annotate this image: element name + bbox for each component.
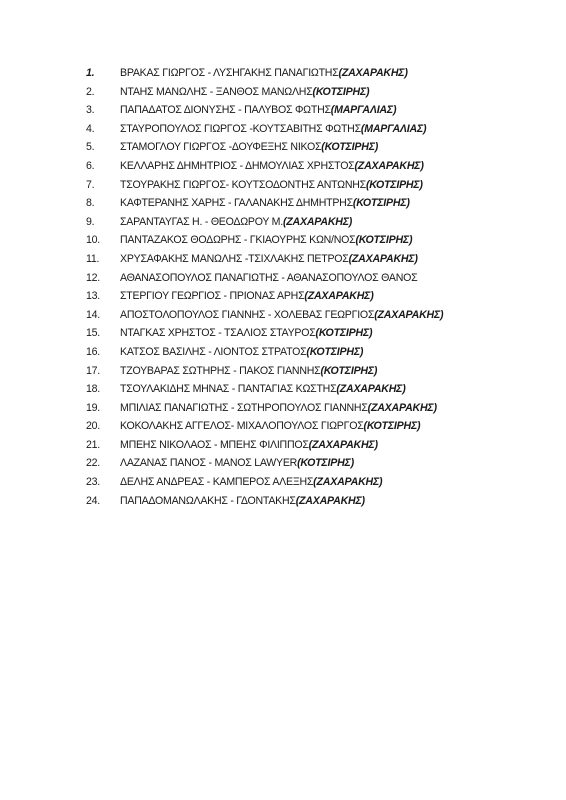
candidate-label: (ΚΟΤΣΙΡΗΣ) [365,178,423,191]
list-item [86,123,443,142]
item-number: 5. [86,141,95,154]
pair-names: ΒΡΑΚΑΣ ΓΙΩΡΓΟΣ - ΛΥΣΗΓΑΚΗΣ ΠΑΝΑΓΙΩΤΗΣ [120,67,339,79]
list-item [86,420,443,439]
pair-names: ΔΕΛΗΣ ΑΝΔΡΕΑΣ - ΚΑΜΠΕΡΟΣ ΑΛΕΞΗΣ [120,476,314,489]
pair-names: ΜΠΙΛΙΑΣ ΠΑΝΑΓΙΩΤΗΣ - ΣΩΤΗΡΟΠΟΥΛΟΣ ΓΙΑΝΝΗΣ [120,401,368,414]
item-number: 7. [86,178,95,191]
item-number: 15. [86,327,100,340]
list-item [86,104,443,123]
candidate-label: (ΖΑΧΑΡΑΚΗΣ) [338,67,408,79]
candidate-label: (ΚΟΤΣΙΡΗΣ) [363,420,421,433]
pairs-list [86,67,443,513]
pair-names: ΑΘΑΝΑΣΟΠΟΥΛΟΣ ΠΑΝΑΓΙΩΤΗΣ - ΑΘΑΝΑΣΟΠΟΥΛΟΣ ΘΑΝΟΣ [120,271,418,284]
item-number: 21. [86,438,100,451]
list-item [86,67,443,86]
item-number: 24. [86,494,100,507]
pair-names: ΠΑΝΤΑΖΑΚΟΣ ΘΟΔΩΡΗΣ - ΓΚΙΑΟΥΡΗΣ ΚΩΝ/ΝΟΣ [120,234,356,247]
list-item [86,327,443,346]
candidate-label: (ΖΑΧΑΡΑΚΗΣ) [282,215,353,228]
candidate-label: (ΖΑΧΑΡΑΚΗΣ) [354,159,424,172]
item-number: 20. [86,420,100,433]
pair-names: ΠΑΠΑΔΟΜΑΝΩΛΑΚΗΣ - ΓΔΟΝΤΑΚΗΣ [120,494,296,507]
pair-names: ΣΤΑΜΟΓΛΟΥ ΓΙΩΡΓΟΣ -ΔΟΥΦΕΞΗΣ ΝΙΚΟΣ [120,141,322,154]
pair-names: ΤΖΟΥΒΑΡΑΣ ΣΩΤΗΡΗΣ - ΠΑΚΟΣ ΓΙΑΝΝΗΣ [120,364,321,377]
list-item [86,495,443,514]
list-item [86,179,443,198]
item-number: 10. [86,234,100,247]
candidate-label: (ΖΑΧΑΡΑΚΗΣ) [304,290,374,303]
item-number: 8. [86,197,95,210]
pair-names: ΣΤΕΡΓΙΟΥ ΓΕΩΡΓΙΟΣ - ΠΡΙΟΝΑΣ ΑΡΗΣ [120,290,305,303]
list-item [86,309,443,328]
candidate-label: (ΚΟΤΣΙΡΗΣ) [306,345,364,358]
item-number: 3. [86,104,95,117]
pair-names: ΤΣΟΥΡΑΚΗΣ ΓΙΩΡΓΟΣ- ΚΟΥΤΣΟΔΟΝΤΗΣ ΑΝΤΩΝΗΣ [120,178,366,191]
pair-names: ΠΑΠΑΔΑΤΟΣ ΔΙΟΝΥΣΗΣ - ΠΑΛΥΒΟΣ ΦΩΤΗΣ [120,104,331,117]
pair-names: ΛΑΖΑΝΑΣ ΠΑΝΟΣ - ΜΑΝΟΣ LAWYER [120,457,298,470]
candidate-label: (ΚΟΤΣΙΡΗΣ) [355,234,413,247]
candidate-label: (ΜΑΡΓΑΛΙΑΣ) [360,122,427,135]
item-number: 13. [86,290,100,303]
item-number: 6. [86,159,95,172]
pair-names: ΣΑΡΑΝΤΑΥΓΑΣ Η. - ΘΕΟΔΩΡΟΥ Μ. [120,215,283,228]
candidate-label: (ΚΟΤΣΙΡΗΣ) [312,85,370,98]
candidate-label: (ΖΑΧΑΡΑΚΗΣ) [313,476,383,489]
list-item [86,402,443,421]
item-number: 18. [86,383,100,396]
list-item [86,253,443,272]
list-item [86,197,443,216]
list-item [86,234,443,253]
candidate-label: (ΚΟΤΣΙΡΗΣ) [352,197,410,210]
candidate-label: (ΖΑΧΑΡΑΚΗΣ) [374,308,444,321]
item-number: 17. [86,364,100,377]
item-number: 22. [86,457,100,470]
pair-names: ΤΣΟΥΛΑΚΙΔΗΣ ΜΗΝΑΣ - ΠΑΝΤΑΓΙΑΣ ΚΩΣΤΗΣ [120,383,337,396]
list-item [86,290,443,309]
candidate-label: (ΖΑΧΑΡΑΚΗΣ) [336,383,406,396]
candidate-label: (ΖΑΧΑΡΑΚΗΣ) [308,438,378,451]
pair-names: ΜΠΕΗΣ ΝΙΚΟΛΑΟΣ - ΜΠΕΗΣ ΦΙΛΙΠΠΟΣ [120,438,309,451]
candidate-label: (ΚΟΤΣΙΡΗΣ) [297,457,354,470]
pair-names: ΚΑΦΤΕΡΑΝΗΣ ΧΑΡΗΣ - ΓΑΛΑΝΑΚΗΣ ΔΗΜΗΤΡΗΣ [120,197,353,210]
candidate-label: (ΖΑΧΑΡΑΚΗΣ) [295,494,365,507]
candidate-label: (ΚΟΤΣΙΡΗΣ) [320,364,378,377]
item-number: 14. [86,308,100,321]
item-number: 9. [86,215,95,228]
item-number: 4. [86,122,95,135]
list-item [86,383,443,402]
list-item [86,365,443,384]
item-number: 16. [86,345,100,358]
list-item [86,439,443,458]
pair-names: ΚΕΛΛΑΡΗΣ ΔΗΜΗΤΡΙΟΣ - ΔΗΜΟΥΛΙΑΣ ΧΡΗΣΤΟΣ [120,159,355,172]
list-item [86,141,443,160]
item-number: 19. [86,401,100,414]
list-item [86,272,443,291]
pair-names: ΧΡΥΣΑΦΑΚΗΣ ΜΑΝΩΛΗΣ -ΤΣΙΧΛΑΚΗΣ ΠΕΤΡΟΣ [120,252,349,265]
item-number: 2. [86,85,95,98]
list-item [86,160,443,179]
candidate-label: (ΜΑΡΓΑΛΙΑΣ) [330,104,397,117]
pair-names: ΑΠΟΣΤΟΛΟΠΟΥΛΟΣ ΓΙΑΝΝΗΣ - ΧΟΛΕΒΑΣ ΓΕΩΡΓΙΟΣ [120,308,375,321]
list-item [86,476,443,495]
candidate-label: (ΖΑΧΑΡΑΚΗΣ) [348,252,418,265]
pair-names: ΚΑΤΣΟΣ ΒΑΣΙΛΗΣ - ΛΙΟΝΤΟΣ ΣΤΡΑΤΟΣ [120,345,307,358]
candidate-label: (ΖΑΧΑΡΑΚΗΣ) [367,401,437,414]
candidate-label: (ΚΟΤΣΙΡΗΣ) [315,327,373,340]
item-number: 23. [86,476,100,489]
candidate-label: (ΚΟΤΣΙΡΗΣ) [321,141,379,154]
list-item [86,457,443,476]
item-number: 12. [86,271,100,284]
item-number: 1. [86,67,95,79]
list-item [86,86,443,105]
item-number: 11. [86,252,100,265]
list-item [86,216,443,235]
pair-names: ΝΤΑΗΣ ΜΑΝΩΛΗΣ - ΞΑΝΘΟΣ ΜΑΝΩΛΗΣ [120,85,313,98]
list-item [86,346,443,365]
pair-names: ΝΤΑΓΚΑΣ ΧΡΗΣΤΟΣ - ΤΣΑΛΙΟΣ ΣΤΑΥΡΟΣ [120,327,316,340]
pair-names: ΚΟΚΟΛΑΚΗΣ ΑΓΓΕΛΟΣ- ΜΙΧΑΛΟΠΟΥΛΟΣ ΓΙΩΡΓΟΣ [120,420,364,433]
pair-names: ΣΤΑΥΡΟΠΟΥΛΟΣ ΓΙΩΡΓΟΣ -ΚΟΥΤΣΑΒΙΤΗΣ ΦΩΤΗΣ [120,122,361,135]
